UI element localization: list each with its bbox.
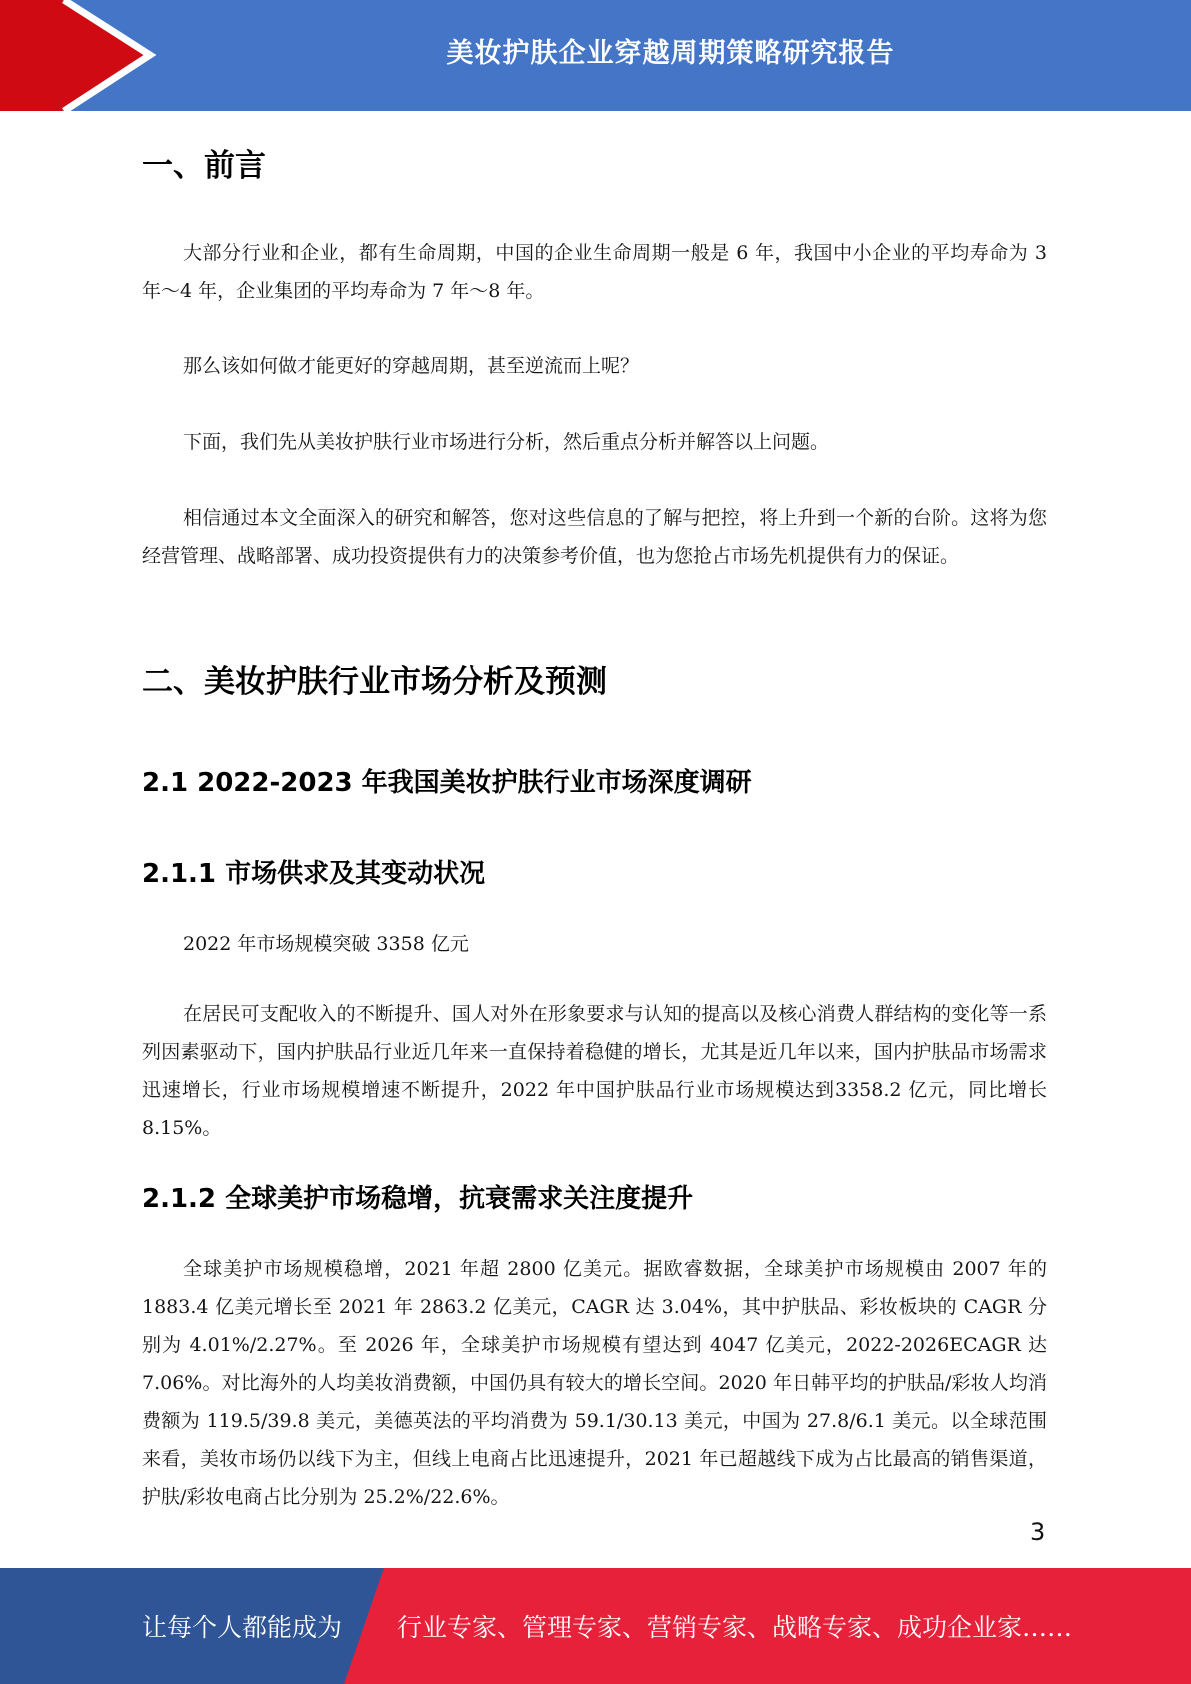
market-demand-paragraph: 在居民可支配收入的不断提升、国人对外在形象要求与认知的提高以及核心消费人群结构的变化等一系列因素驱动下，国内护肤品行业近几年来一直保持着稳健的增长，尤其是近几年以来，国内护肤品市场需求迅速增长，行业市场规模增速不断提升，2022 年中国护肤品行业市场规模达到3358.2 亿元，同比增长 8.15%。 xyxy=(142,1003,1047,1139)
section-title-market-analysis: 二、美妆护肤行业市场分析及预测 xyxy=(142,664,607,700)
page-header xyxy=(0,0,1191,111)
report-title: 美妆护肤企业穿越周期策略研究报告 xyxy=(446,37,895,69)
market-size-statement: 2022 年市场规模突破 3358 亿元 xyxy=(183,933,469,955)
footer-slogan-left: 让每个人都能成为 xyxy=(142,1613,343,1642)
page-number: 3 xyxy=(1030,1518,1046,1546)
footer-slogan-right: 行业专家、管理专家、营销专家、战略专家、成功企业家…… xyxy=(397,1613,1073,1642)
subsection-title-2-1: 2.1 2022-2023 年我国美妆护肤行业市场深度调研 xyxy=(142,768,752,798)
preface-paragraph-1: 大部分行业和企业，都有生命周期，中国的企业生命周期一般是 6 年，我国中小企业的平均寿命为 3 年～4 年，企业集团的平均寿命为 7 年～8 年。 xyxy=(142,242,1047,302)
global-market-paragraph: 全球美护市场规模稳增，2021 年超 2800 亿美元。据欧睿数据，全球美护市场规模由 2007 年的 1883.4 亿美元增长至 2021 年 2863.2 亿美元，CAGR 达 3.04%，其中护肤品、彩妆板块的 CAGR 分别为 4.01%/2.27%。至 2026 年，全球美护市场规模有望达到 4047 亿美元，2022-2026ECAGR 达7.06%。对比海外的人均美妆消费额，中国仍具有较大的增长空间。2020 年日韩平均的护肤品/彩妆人均消费额为 119.5/39.8 美元，美德英法的平均消费为 59.1/30.13 美元，中国为 27.8/6.1 美元。以全球范围来看，美妆市场仍以线下为主，但线上电商占比迅速提升，2021 年已超越线下成为占比最高的销售渠道，护肤/彩妆电商占比分别为 25.2%/22.6%。 xyxy=(142,1258,1047,1508)
preface-paragraph-4: 相信通过本文全面深入的研究和解答，您对这些信息的了解与把控，将上升到一个新的台阶。这将为您经营管理、战略部署、成功投资提供有力的决策参考价值，也为您抢占市场先机提供有力的保证。 xyxy=(142,507,1047,567)
preface-paragraph-3: 下面，我们先从美妆护肤行业市场进行分析，然后重点分析并解答以上问题。 xyxy=(183,431,830,453)
section-title-preface: 一、前言 xyxy=(142,148,266,184)
subsection-title-2-1-2: 2.1.2 全球美护市场稳增，抗衰需求关注度提升 xyxy=(142,1184,694,1214)
preface-paragraph-2: 那么该如何做才能更好的穿越周期，甚至逆流而上呢？ xyxy=(183,355,640,377)
subsection-title-2-1-1: 2.1.1 市场供求及其变动状况 xyxy=(142,859,486,889)
page-footer xyxy=(0,1568,1191,1684)
